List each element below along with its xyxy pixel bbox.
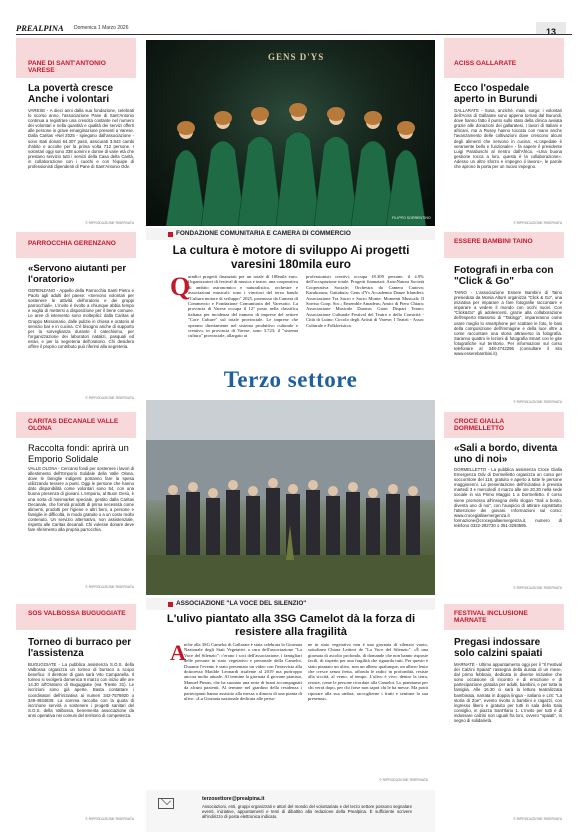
headline: Pregasi indossare solo calzini spaiati xyxy=(454,637,543,659)
photo-caption-logo: GENS D'YS xyxy=(268,52,325,62)
kicker: ESSERE BAMBINI TAINO xyxy=(454,238,533,245)
headline: La povertà cresce Anche i volontari xyxy=(28,83,114,105)
left-article-4 xyxy=(16,604,136,829)
header-rule xyxy=(16,34,572,35)
kicker: PANE DI SANT'ANTONIO VARESE xyxy=(28,60,106,75)
terzo-settore-box xyxy=(146,790,435,832)
credit: © RIPRODUZIONE RISERVATA xyxy=(513,817,562,821)
body-col-1: nche alla 3SG Camelot di Gallarate è stata celebrata la Giornata Nazionale degli Stati Vegetativi a cura dell'associazione "La Voce del Silenzio": c'erano i soci dell'associazione, i famigliari delle persone in stato vegetativo e personale della Camelot. Durante l'evento è stato presentato un video con l'intervista alla dottoressa Matilde Leonardi risalente al 2019 ma purtroppo ancora molto attuale. Al termine la giornata il giovane pianista, Manuel Pintus, che ha suonato una serie di brani accompagnati da alcuni pazienti. Al termine nel giardino della residenza i partecipanti hanno assistito alla messa a dimora di una pianta di ulivo. «La Giornata nazionale dedicata alle perso- xyxy=(184,642,302,702)
headline: «Sali a bordo, diventa uno di noi» xyxy=(454,443,558,465)
left-article-1 xyxy=(16,38,136,223)
right-article-4 xyxy=(444,604,564,829)
credit: © RIPRODUZIONE RISERVATA xyxy=(513,221,562,225)
page-header xyxy=(16,22,572,36)
kicker: SOS VALBOSSA BUGUGGIATE xyxy=(28,610,126,617)
center-article-2 xyxy=(146,598,435,788)
dropcap: Q xyxy=(170,272,191,301)
kicker-square-icon xyxy=(168,232,173,237)
kicker: FESTIVAL INCLUSIONE MARNATE xyxy=(454,610,528,625)
kicker: ACISS GALLARATE xyxy=(454,60,517,67)
credit: © RIPRODUZIONE RISERVATA xyxy=(513,586,562,590)
headline: «Servono aiutanti per l'oratorio» xyxy=(28,263,127,285)
contact-email-link[interactable]: terzosettore@prealpina.it xyxy=(202,796,265,802)
left-article-3 xyxy=(16,412,136,592)
section-banner xyxy=(146,366,435,394)
header-date: Domenica 1 Marzo 2026 xyxy=(74,25,129,31)
headline: Ecco l'ospedale aperto in Burundi xyxy=(454,83,538,105)
headline: Raccolta fondi: aprirà un Emporio Solidale xyxy=(28,443,129,464)
photo-credit: FILIPPO SORRENTINO xyxy=(392,216,431,220)
kicker: FONDAZIONE COMUNITARIA E CAMERA DI COMMERCIO xyxy=(176,230,351,237)
body-text: GERENZANO - Appello della Parrocchia Santi Pietro e Paolo agli adulti del paese: «Servono volontari per sostenere le attività dell'oratorio e dei gruppi parrocchiali». L'invito è rivolto a chiunque abbia tempo e voglia di mettersi a disposizione per il bene comune. Le aree di intervento sono molteplici: dalla Caritas al Gruppo Missionario, dalle pulizie in chiesa e oratorio al servizio bar e in cucina. C'è bisogno anche di supporto per la sorveglianza durante il catechismo, per l'organizzazione dei laboratori natalizi, pasquali ed estivi, e per la segreteria dell'oratorio. Chi desidera offrire il proprio contributo può riferirsi alla segreteria. xyxy=(28,288,134,350)
credit: © RIPRODUZIONE RISERVATA xyxy=(85,585,134,589)
dancers-photo xyxy=(146,40,435,226)
credit: © RIPRODUZIONE RISERVATA xyxy=(85,221,134,225)
dancers-illustration xyxy=(146,40,435,226)
body-col-2: ne in stato vegetativo non è una giornata di silenzio vuoto, sottolinea Chiara Lettieri de "La Voce del Silenzio". «È una giornata di ascolto profondo, di domande che non hanno risposte facili, di rispetto per una fragilità che riguarda tutti. Per questo è stato piantato un ulivo, non un albero qualunque, un albero lento che cresce senza fretta, affonda le radici in profondità, resiste alla siccità, al vento, al tempo. L'ulivo è vivo, dentro la terra, resiste, come le persone ricordate alla Camelot. Lo piantiamo per chi verrà dopo, per chi forse non saprà chi le ha messe. Ma potrà riposare alla sua ombra, raccoglierne i frutti e sentirne la sua presenza». xyxy=(308,642,428,702)
body-col-1: uindici progetti finanziati per un totale di 180mila euro. Organizzatori di festival di musica e teatro, una cooperativa di ambito astronomico e naturalistico, orchestre e associazioni musicali: sono i vincitori del terzo bando "Cultura motore di sviluppo" 2025, promosso da Camera di Commercio e Fondazione Comunitaria del Varesotto. La provincia di Varese occupa il 12° posto nella classifica italiana per incidenza del numero di imprese del settore "Core Culture" sul totale provinciale. Le imprese che operano direttamente nel sistema produttivo culturale e creativo, in provincia di Varese, sono 3.723; il "sistema cultura" provinciale, allargato ai xyxy=(188,274,298,339)
group-photo xyxy=(146,400,435,595)
body-col-2: professionisti creativi, occupa 18.309 persone, il 4.9% dell'occupazione totale. Progetti finanziati: AstroNatura Società Cooperativa Sociale; Orchestra da Camera Canova; Karakorum; Gattabuia; Gens d'Ys Accademia Danze Irlandesi; Associazione Tra Sacro e Sacro Monte; Momenti Musicali; Il Sorriso Coop. Soc.; Ensemble Amadeus; Amici di Piero Chiara; Associazione Musicale Duomo; Gioni Dispari Teatro; Associazione Culturale Festival del Teatro e della Comicità - Città di Luino; Circolo degli Artisti di Varese; I Teatrit - Assoc Culturale e Folkloristica. xyxy=(306,274,424,328)
kicker: PARROCCHIA GERENZANO xyxy=(28,240,116,247)
headline: Torneo di burraco per l'assistenza xyxy=(28,637,132,659)
body-text: DORMELLETTO - La pubblica assistenza Croce Gialla Emergenza Odv di Dormelletto organizza un corso per soccorritore del 118, gratuito e aperto a tutte le persone maggiorenni. La presentazione dell'iniziativa è prevista martedì 3 e mercoledì 4 marzo alle ore 20.30 nella sede sociale in via Primo Maggio 1 a Dormelletto. Il corso viene promosso all'insegna dello slogan "Sali a bordo, diventa uno di noi", con l'auspicio di attirare soprattutto l'attenzione dei giovani. Informazioni sul corso: www.crocegiallaemergenza.it - formazione@crocegiallaemergenza.it, numero di telefono 0322-282730 o 351-3293595. xyxy=(454,467,562,529)
dropcap: A xyxy=(170,640,186,665)
credit: © RIPRODUZIONE RISERVATA xyxy=(379,778,428,782)
newspaper-logo: PREALPINA xyxy=(16,23,64,33)
body-text: VARESE - A dieci anni dalla sua fondazione, celebrati lo scorso anno, l'associazione Pane di Sant'Antonio continua a registrare una crescita costante nel numero dei volontari e nella quantità e qualità dei servizi offerti alle persone in grave emarginazione presenti a Varese. Dalla Caritas «Nel 2025 - spiegano dall'associazione - sono stati donati 64.307 pasti, assicurati 3.843 cambi d'abito e accolte per la prima volta 712 persone. I volontari oggi sono 338 uomini e donne di varie età che prestano servizio tutti i servizi della Casa della Carità, in collaborazione con i cuochi e con l'équipe di professionisti dipendenti di Pane di Sant'Antonio Odv. xyxy=(28,108,134,170)
kicker: CROCE GIALLA DORMELLETTO xyxy=(454,418,505,433)
section-title: Terzo settore xyxy=(223,367,358,392)
right-column xyxy=(444,38,564,828)
credit: © RIPRODUZIONE RISERVATA xyxy=(85,817,134,821)
body-text: GALLARATE - Sosa, anziché, mais, sorgo: i volontari dell'Aciss di Gallarate sono appena tornati dal Burundi, dove hanno fatto il punto sullo stato della clinica avviata grazie alle donazioni dei gallaratesi. I lavori di Italiani e africani, ma a Rusey hanno toccato con mano anche l'avanzamento delle coltivazioni dove crescono alcuni degli alimenti che servono in cucina. «L'ospedale è veramente bello e funzionale» - fa sapere il presidente Luigi Paraboschi al rientro dall'Africa. «Una buona gestione tocca a loro, questa è la collaborazione». Adesso un altro sforzo e impegno il lavoro», le parole che aprono la porta per un nuovo impegno. xyxy=(454,108,562,170)
right-article-3 xyxy=(444,412,564,592)
credit: © RIPRODUZIONE RISERVATA xyxy=(85,396,134,400)
kicker-box xyxy=(444,38,564,78)
left-article-2 xyxy=(16,232,136,402)
body-text: BUGUGGIATE - La pubblica assistenza S.O.S. della Valbossa organizza un torneo di burraco a scopo benefico. Il direttore di gara sarà Vito Campanella. Il torneo si svolgerà domenica 8 marzo con inizio alle ore 14.30 all'Oratorio di Buguggiate (via Trieste 31). Le iscrizioni sono già aperte. Basta contattare i coordinatori dell'iniziativa ai numeri 342-7576920 o 349-4934839. La somma raccolta con la quota di iscrizione servirà a sostenere i progetti sanitari del S.O.S. della Valbossa, benemerita associazione da anni operativa nei comuni del territorio di competenza. xyxy=(28,662,134,718)
headline: Fotografi in erba con "Click & Go" xyxy=(454,265,554,287)
left-column xyxy=(16,38,136,828)
kicker: ASSOCIAZIONE "LA VOCE DEL SILENZIO" xyxy=(176,600,307,607)
right-article-2 xyxy=(444,232,564,402)
credit: © RIPRODUZIONE RISERVATA xyxy=(513,400,562,404)
kicker-square-icon xyxy=(168,602,173,607)
body-text: MARNATE - Ultimo appuntamento oggi per il "Il Festival dei Calzini Spaiati" rassegna della durata di un mese, dal primo febbraio, dedicata in diverse iniziative che sono occasione di incontro e di emozione e di partecipazione gratuita per adulti, bambini, e per tutta la famiglia. Alle 16.30 ci sarà la lettura teatralizzata bambinata, narrata in doppia lingua - italiano e LIS: "La storia di Zoe", evento rivolto a bambini e ragazzi, con ingresso libero e gratuito per tutti in sala della Sala consiglio, in piazza Sant'Ilario 1. L'invito per tutti è di indossare calzini non uguali fra loro, ovvero "spaiati", in segno di solidarietà. xyxy=(454,662,562,724)
headline: La cultura è motore di sviluppo Ai progetti varesini 180mila euro xyxy=(172,243,410,271)
page-number: 13 xyxy=(545,27,556,37)
page-number-box xyxy=(536,22,566,37)
body-text: VALLE OLONA - Cercansi fondi per sostenere i lavori di allestimento dell'Emporio Solidale della Valle Olona, dove le famiglie indigenti potranno fare la spesa utilizzando tessere a punti. Oggi le persone che hanno dato disponibilità come volontari sono 54, con una buona presenza di giovani. L'emporio, al Buon Gesù, è una sorta di minimarket speciale, gestito dalla Caritas Decanale, che fornirà prodotti di prima necessità come alimenti, prodotti per l'igiene e altri beni, a persone e famiglie in difficoltà, in modo gratuito o a un costo molto contenuto. Un servizio alternativo, non assistenziale, rispetto alle Caritas decanali. Chi volesse donare deve fare riferimento alla propria parrocchia. xyxy=(28,466,134,533)
kicker: CARITAS DECANALE VALLE OLONA xyxy=(28,418,119,433)
body-text: TAINO - L'associazione Essere Bambini di Taino presieduta da Monia Alturri organizza "Click & Go", una iniziativa per imparare a fare fotografie raccontare e imparare a vedere il mondo con occhi nuovi. Con "Click&Go" gli adolescenti, grazie alla collaborazione dell'esperto Massimo di "Takingp", impareranno come usare meglio lo smartphone per scattare le foto, le basi della composizione dell'immagine e della luce oltre a come raccontare una storia attraverso la fotografia. Saranno quattro le lezioni di fotografia Smart con le gite fotografiche sul territorio. Per informazioni sul corso telefonare al 348-4742296 (consultare il sito www.esserebambini.it). xyxy=(454,290,562,357)
contact-info-text: Associazioni, enti, gruppi organizzati e attori del mondo del volontariato e del terzo settore possono segnalare eventi, iniziative, appuntamenti e temi di dibattito alla redazione della Prealpina. È sufficiente scrivere all'indirizzo di posta elettronica indicato. xyxy=(202,804,412,820)
group-illustration xyxy=(146,400,435,595)
headline: L'ulivo piantato alla 3SG Camelot dà la forza di resistere alla fragilità xyxy=(166,613,416,638)
right-article-1 xyxy=(444,38,564,223)
